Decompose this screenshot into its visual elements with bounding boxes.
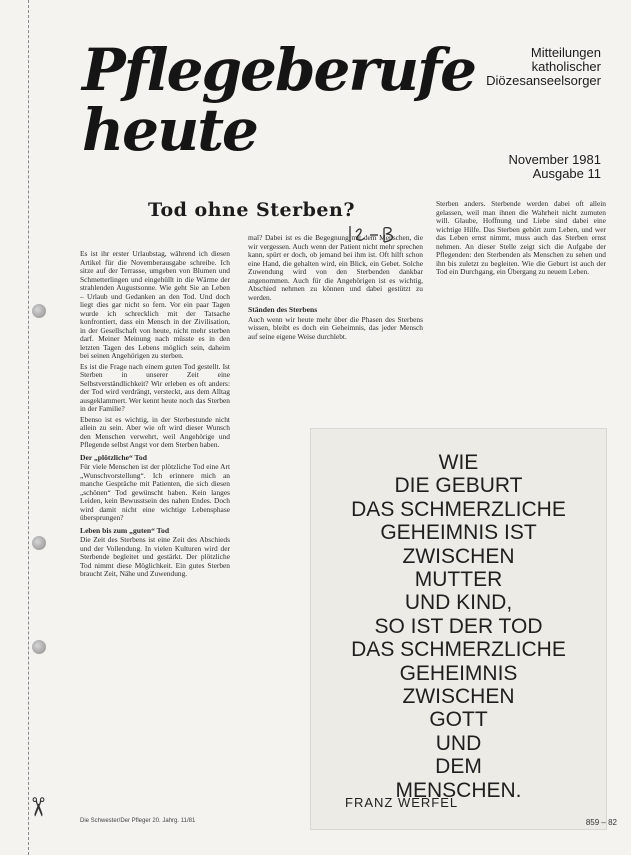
page-number: 859 – 82 xyxy=(585,818,617,827)
masthead-title xyxy=(82,36,475,164)
punch-hole xyxy=(32,640,46,654)
quote-line: DAS SCHMERZLICHE xyxy=(351,497,566,521)
quote-line: DEM xyxy=(435,755,482,779)
quote-line: ZWISCHEN xyxy=(402,544,515,568)
subtitle-line: Diözesanseelsorger xyxy=(486,73,601,88)
quote-line: DAS SCHMERZLICHE xyxy=(351,638,566,662)
subtitle-line: Mitteilungen xyxy=(530,45,601,60)
article-headline: Tod ohne Sterben? xyxy=(148,199,355,221)
title-line-1: Pflegeberufe xyxy=(82,36,475,104)
paragraph: Sterben anders. Sterbende werden dabei oft allein gelassen, weil man ihnen die Wahrheit nicht zumuten will. Glaube, Hoffnung und Liebe sind dabei eine wichtige Hilfe. Das Sterben gehört zum Leben, und wer das Leben ernst nimmt, muss auch das Sterben ernst nehmen. An dieser Stelle zeigt sich die Aufgabe der Pflegenden: den Sterbenden als Menschen zu sehen und ihn bis zuletzt zu begleiten. Wie die Geburt ist auch der Tod ein Durchgang, ein Übergang zu neuem Leben. xyxy=(436,200,606,276)
paragraph: Die Zeit des Sterbens ist eine Zeit des Abschieds und der Vollendung. In vielen Kulturen wird der Sterbende begleitet und gestärkt. Der plötzliche Tod nimmt diese Möglichkeit. Ein gutes Sterben braucht Zeit, Nähe und Zuwendung. xyxy=(80,535,230,578)
quote-line: GOTT xyxy=(429,708,488,732)
article-column-3 xyxy=(436,200,606,420)
quote-line: UND KIND, xyxy=(404,591,513,615)
paragraph: Auch wenn wir heute mehr über die Phasen des Sterbens wissen, bleibt es doch ein Geheimnis, das jeder Mensch auf seine eigene Weise durchlebt. xyxy=(248,314,423,341)
paragraph: Es ist ihr erster Urlaubstag, während ich diesen Artikel für die Novemberausgabe schreibe. Ich sitze auf der Terrasse, umgeben von Blumen und Schmetterlingen und eingehüllt in die Wärme der strahlenden Augustsonne. Wie geht Sie an Leben – Urlaub und Gedanken an den Tod. Und doch liegt dies gar nicht so fern. Vor ein paar Tagen wurde ich schrecklich mit der Tatsache konfrontiert, dass ein Mensch in der Zivilisation, in der Gesellschaft von heute, nicht mehr sterben darf. Meiner Meinung nach müsste es in den letzten Tagen des Lebens möglich sein, daheim bei seinen Angehörigen zu sterben. xyxy=(80,250,230,360)
quote-line: UND xyxy=(435,731,482,755)
subtitle-line: katholischer xyxy=(531,59,601,74)
paragraph: mal? Dabei ist es die Begegnung mit dem Menschen, die wir vergessen. Auch wenn der Patient nicht mehr sprechen kann, spürt er doch, ob jemand bei ihm ist. Oft hilft schon eine Hand, die gehalten wird, ein Blick, ein Gebet. Solche Zuwendung wird von den Sterbenden dankbar angenommen. Auch für die Angehörigen ist es wichtig, Abschied nehmen zu können und dabei gestützt zu werden. xyxy=(248,234,423,302)
section-heading: Ständen des Sterbens xyxy=(248,305,318,314)
paragraph: Es ist die Frage nach einem guten Tod gestellt. Ist Sterben in unserer Zeit eine Selbstverständlichkeit? Wir erleben es oft anders: der Tod wird verdrängt, versteckt, aus dem Alltag ausgeklammert. Wer kennt heute noch das Sterben in der Familie? xyxy=(80,361,230,413)
masthead-subtitle xyxy=(486,46,601,88)
article-column-2 xyxy=(248,234,423,430)
quote-text xyxy=(311,451,606,802)
section-heading: Der „plötzliche“ Tod xyxy=(80,452,147,462)
footer-citation: Die Schwester/Der Pfleger 20. Jahrg. 11/81 xyxy=(80,818,196,824)
quote-author: FRANZ WERFEL xyxy=(345,795,459,810)
quote-line: SO IST DER TOD xyxy=(374,614,543,638)
quote-line: MENSCHEN. xyxy=(395,778,522,802)
quote-line: ZWISCHEN xyxy=(402,685,515,709)
quote-line: WIE xyxy=(438,451,479,474)
quote-line: GEHEIMNIS xyxy=(399,661,518,685)
quote-line: MUTTER xyxy=(414,568,503,592)
paragraph: Ebenso ist es wichtig, in der Sterbestunde nicht allein zu sein. Aber wie oft wird dieser Wunsch den Menschen verwehrt, weil Angehörige und Pflegende selbst Angst vor dem Sterben haben. xyxy=(80,414,230,449)
paragraph: Für viele Menschen ist der plötzliche Tod eine Art „Wunschvorstellung“. Ich erinnere mich an manche Gespräche mit Patienten, die sich diesen „schönen“ Tod gewünscht haben. Kein langes Leiden, kein Bewusstsein des nahen Endes. Doch wird damit nicht eine wichtige Lebensphase übersprungen? xyxy=(80,462,230,522)
article-column-1 xyxy=(80,250,230,828)
cut-line xyxy=(28,0,29,855)
quote-line: DIE GEBURT xyxy=(394,474,523,498)
issue-info xyxy=(509,153,602,181)
issue-date: November 1981 xyxy=(508,152,601,167)
punch-hole xyxy=(32,536,46,550)
punch-hole xyxy=(32,304,46,318)
scissors-icon: ✂ xyxy=(21,796,52,818)
section-heading: Leben bis zum „guten“ Tod xyxy=(80,525,170,535)
quote-box xyxy=(310,428,607,830)
title-line-2: heute xyxy=(82,96,257,164)
quote-line: GEHEIMNIS IST xyxy=(380,521,537,545)
issue-number: Ausgabe 11 xyxy=(532,166,601,181)
